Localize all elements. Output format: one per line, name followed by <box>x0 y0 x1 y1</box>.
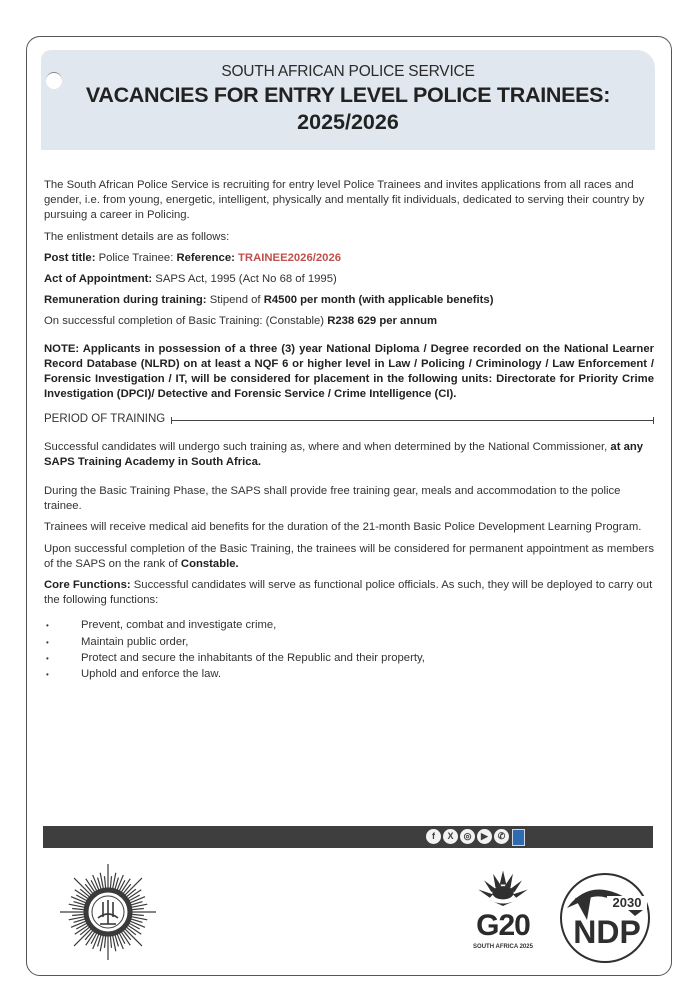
list-item: • Prevent, combat and investigate crime, <box>44 618 654 633</box>
training-p3: Trainees will receive medical aid benefits for the duration of the 21-month Basic Police Development Learning Program. <box>44 521 642 534</box>
completion-text: On successful completion of Basic Training: (Constable) <box>44 315 328 328</box>
list-item: • Protect and secure the inhabitants of the Republic and their property, <box>44 651 654 666</box>
training-p4-bold: Constable. <box>180 557 239 570</box>
footer-bar <box>43 826 653 848</box>
act-label: Act of Appointment: <box>44 273 153 286</box>
social-links <box>426 829 509 844</box>
protea-icon <box>470 866 536 908</box>
act-line <box>44 272 654 287</box>
app-icon[interactable] <box>512 829 525 846</box>
ndp-year: 2030 <box>607 896 647 910</box>
completion-line <box>44 314 654 329</box>
remuneration-value: R4500 per month (with applicable benefits) <box>263 294 494 307</box>
g20-label: G20 <box>476 909 530 942</box>
core-functions-label: Core Functions: <box>44 579 131 592</box>
post-title-label: Post title: <box>44 251 96 264</box>
training-p1-text: Successful candidates will undergo such training as, where and when determined by the National Commissioner, <box>44 440 611 453</box>
remuneration-line <box>44 293 654 308</box>
list-item: • Uphold and enforce the law. <box>44 667 654 682</box>
emblem-ray <box>124 878 142 896</box>
document-body <box>44 178 654 683</box>
training-p4-text: Upon successful completion of the Basic Training, the trainees will be considered for permanent appointment as members of the SAPS on the rank of <box>44 542 654 570</box>
intro-paragraph: The South African Police Service is recruiting for entry level Police Trainees and invites applications from all races and gender, i.e. from young, energetic, intelligent, physically and mentally fit individuals, dedicated to serving their country by pursuing a career in Policing. <box>44 179 645 222</box>
core-functions <box>44 578 654 608</box>
ndp-logo <box>555 866 655 974</box>
facebook-icon[interactable]: f <box>426 829 441 844</box>
enlistment-line: The enlistment details are as follows: <box>44 230 230 243</box>
emblem-ray <box>124 928 142 946</box>
post-title-line <box>44 251 654 266</box>
training-p1 <box>44 440 654 470</box>
act-value: SAPS Act, 1995 (Act No 68 of 1995) <box>152 273 337 286</box>
whatsapp-icon[interactable]: ✆ <box>494 829 509 844</box>
completion-value: R238 629 per annum <box>327 315 438 328</box>
emblem-ray <box>74 878 92 896</box>
saps-emblem-logo <box>58 862 158 962</box>
note-paragraph <box>44 342 654 403</box>
organisation-name: SOUTH AFRICAN POLICE SERVICE <box>221 63 475 80</box>
x-icon[interactable]: X <box>443 829 458 844</box>
training-p4 <box>44 542 654 572</box>
punch-hole <box>46 72 62 89</box>
note-text: NOTE: Applicants in possession of a three (3) year National Diploma / Degree recorded on the National Learner Record Database (NLRD) on at least a NQF 6 or higher level in Law / Policing / Criminology / Law Enforcement / Forensic Investigation / IT, will be considered for placement in the following units: Directorate for Priority Crime Investigation (DPCI)/ Detective and Forensic Service / Crime Intelligence (CI). <box>44 342 654 401</box>
page-title: VACANCIES FOR ENTRY LEVEL POLICE TRAINEES: <box>85 83 611 107</box>
reference-value: TRAINEE2026/2026 <box>234 251 342 264</box>
section-heading-training <box>44 412 654 427</box>
instagram-icon[interactable]: ◎ <box>460 829 475 844</box>
reference-label: Reference: <box>176 251 235 264</box>
remuneration-label: Remuneration during training: <box>44 294 207 307</box>
emblem-ray <box>74 928 92 946</box>
section-heading-label: PERIOD OF TRAINING <box>44 413 166 426</box>
training-p1-bold: at any SAPS Training Academy in South Africa. <box>44 440 644 468</box>
page-year: 2025/2026 <box>297 110 399 134</box>
youtube-icon[interactable]: ▶ <box>477 829 492 844</box>
core-functions-text: Successful candidates will serve as functional police officials. As such, they will be deployed to carry out the following functions: <box>44 579 653 607</box>
functions-list <box>44 618 654 682</box>
training-p2: During the Basic Training Phase, the SAPS shall provide free training gear, meals and accommodation to the police trainee. <box>44 485 621 513</box>
section-divider <box>171 420 654 421</box>
g20-logo <box>458 866 548 951</box>
ndp-label: NDP <box>573 914 641 950</box>
g20-subtitle: SOUTH AFRICA 2025 <box>473 944 533 950</box>
post-title-value: Police Trainee: <box>95 251 177 264</box>
list-item: • Maintain public order, <box>44 635 654 650</box>
header-banner <box>41 50 655 150</box>
remuneration-text: Stipend of <box>206 294 264 307</box>
